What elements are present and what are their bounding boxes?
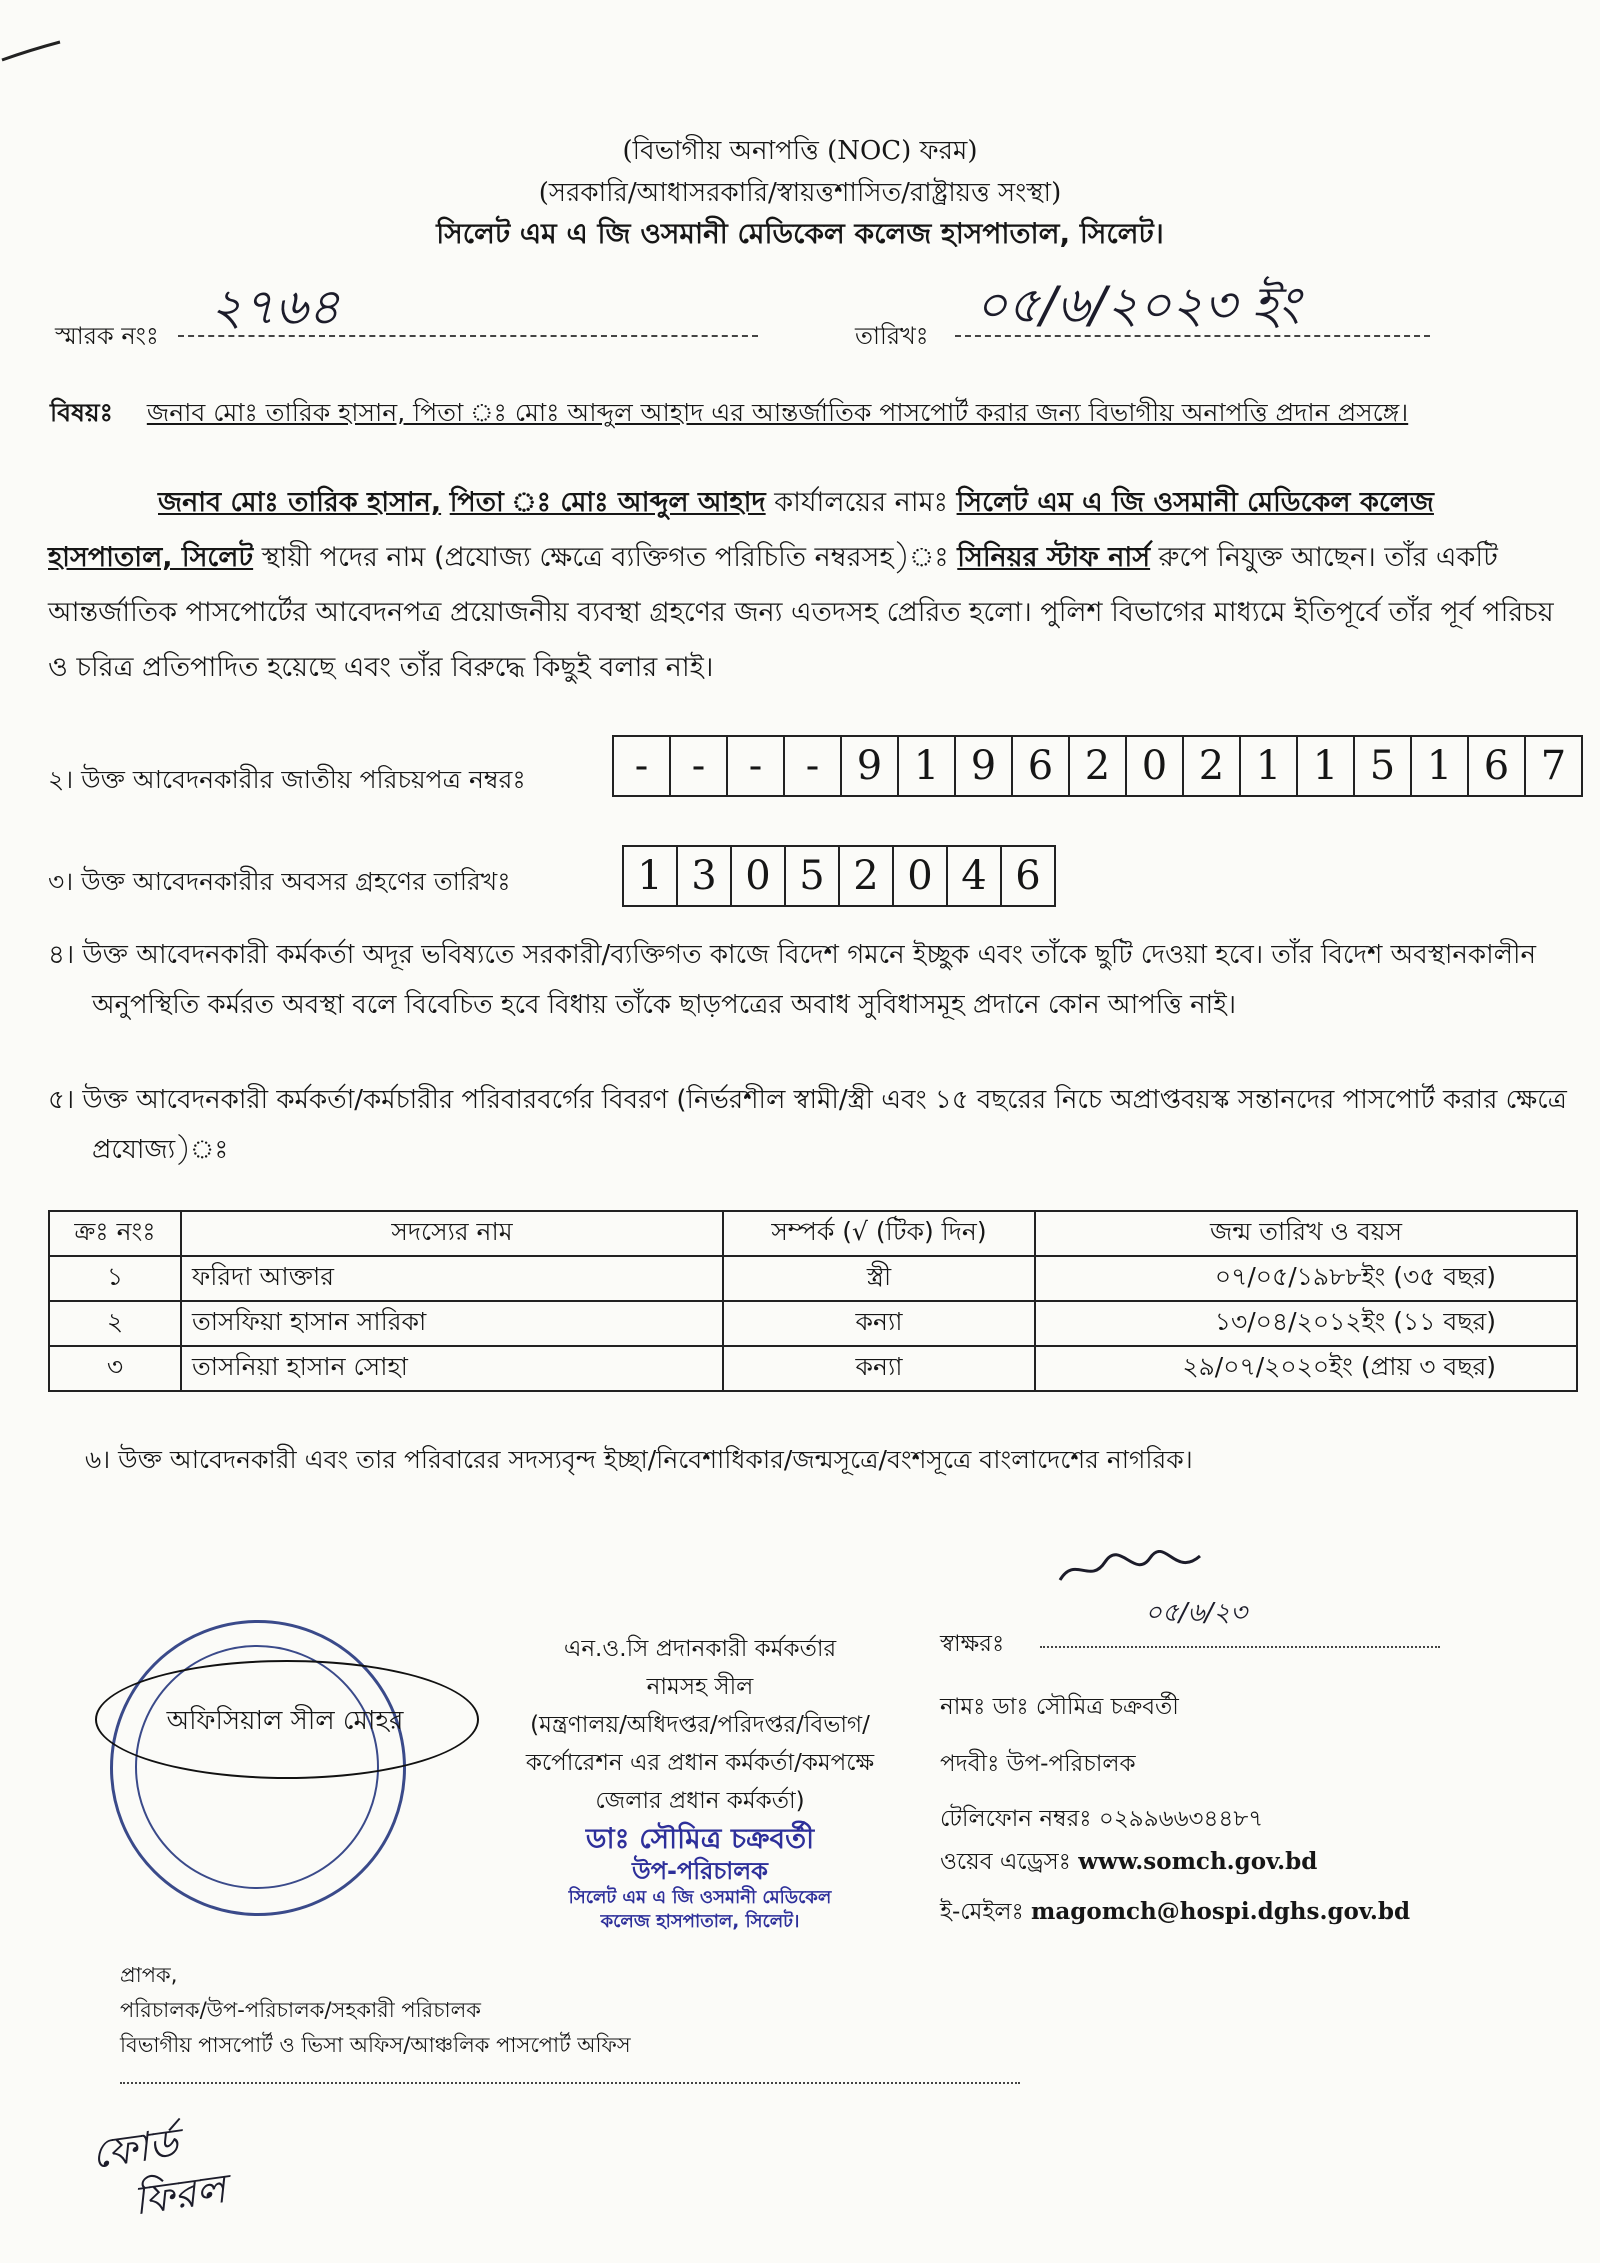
recipient-line-2: পরিচালক/উপ-পরিচালক/সহকারী পরিচালক	[120, 1998, 481, 2022]
recipient-line-1: প্রাপক,	[120, 1963, 178, 1987]
digit-box: -	[671, 737, 728, 795]
paragraph-1-rest: রুপে নিযুক্ত আছেন। তাঁর একটি আন্তর্জাতিক পাসপোর্টের আবেদনপত্র প্রয়োজনীয় ব্যবস্থা গ্রহণের জন্য এতদসহ প্রেরিত হলো। পুলিশ বিভাগের মাধ্যমে ইতিপূর্বে তাঁর পূর্ব পরিচয় ও চরিত্র প্রতিপাদিত হয়েছে এবং তাঁর বিরুদ্ধে কিছুই বলার নাই।	[48, 542, 1554, 683]
stamp-line-3: সিলেট এম এ জি ওসমানী মেডিকেল	[568, 1887, 832, 1908]
col-name: সদস্যের নাম	[181, 1211, 723, 1256]
web-label: ওয়েব এড্রেসঃ	[940, 1849, 1071, 1875]
row-dob: ০৭/০৫/১৯৮৮ইং (৩৫ বছর)	[1035, 1256, 1577, 1301]
row-relation: স্ত্রী	[723, 1256, 1035, 1301]
row-relation: কন্যা	[723, 1346, 1035, 1391]
date-value: ০৫/৬/২০২৩ ইং	[975, 276, 1300, 334]
digit-box: -	[785, 737, 842, 795]
digit-box: 0	[894, 847, 948, 905]
retirement-digit-boxes	[622, 845, 1056, 907]
sign-dotline	[1040, 1646, 1440, 1648]
retirement-label: ৩। উক্ত আবেদনকারীর অবসর গ্রহণের তারিখঃ	[48, 867, 511, 896]
recipient-dotline	[120, 2082, 1020, 2084]
phone-label: টেলিফোন নম্বরঃ	[940, 1806, 1092, 1832]
family-table-header	[49, 1211, 1577, 1256]
subject-label: বিষয়ঃ	[50, 398, 113, 427]
designation-row	[940, 1745, 1136, 1784]
email-label: ই-মেইলঃ	[940, 1899, 1024, 1925]
institution-name: সিলেট এম এ জি ওসমানী মেডিকেল কলেজ হাসপাতাল, সিলেট।	[436, 217, 1164, 250]
noc-officer-line-3: (মন্ত্রণালয়/অধিদপ্তর/পরিদপ্তর/বিভাগ/	[530, 1712, 870, 1738]
officer-name-stamp	[500, 1822, 900, 1934]
signatory-name-row	[940, 1688, 1179, 1727]
margin-note-line-1: ফোর্ড	[88, 2120, 181, 2178]
noc-officer-line-4: কর্পোরেশন এর প্রধান কর্মকর্তা/কমপক্ষে	[525, 1750, 875, 1776]
digit-box: 1	[1241, 737, 1298, 795]
item-6: ৬। উক্ত আবেদনকারী এবং তার পরিবারের সদস্যবৃন্দ ইচ্ছা/নিবেশাধিকার/জন্মসূত্রে/বংশসূত্রে বাংলাদেশের নাগরিক।	[85, 1445, 1193, 1474]
noc-officer-line-5: জেলার প্রধান কর্মকর্তা)	[595, 1788, 805, 1814]
row-serial: ৩	[49, 1346, 181, 1391]
form-title: (বিভাগীয় অনাপত্তি (NOC) ফরম)	[622, 136, 978, 166]
col-relation: সম্পর্ক (√ (টিক) দিন)	[723, 1211, 1035, 1256]
org-type: (সরকারি/আধাসরকারি/স্বায়ত্তশাসিত/রাষ্ট্রায়ত্ত সংস্থা)	[538, 178, 1062, 208]
table-row	[49, 1301, 1577, 1346]
phone-row	[940, 1800, 1263, 1839]
digit-box: 6	[1469, 737, 1526, 795]
name-label: নামঃ	[940, 1694, 986, 1720]
col-serial: ক্রঃ নংঃ	[49, 1211, 181, 1256]
sign-label: স্বাক্ষরঃ	[940, 1631, 1005, 1657]
nid-label: ২। উক্ত আবেদনকারীর জাতীয় পরিচয়পত্র নম্বরঃ	[48, 765, 526, 794]
signature-date: ০৫/৬/২৩	[1145, 1598, 1248, 1628]
noc-officer-block	[490, 1630, 910, 1820]
row-dob: ২৯/০৭/২০২০ইং (প্রায় ৩ বছর)	[1035, 1346, 1577, 1391]
digit-box: 5	[1355, 737, 1412, 795]
signatory-name: ডাঃ সৌমিত্র চক্রবর্তী	[992, 1694, 1179, 1720]
designation-label: পদবীঃ	[940, 1751, 1000, 1777]
noc-officer-line-1: এন.ও.সি প্রদানকারী কর্মকর্তার	[563, 1636, 837, 1662]
designation: উপ-পরিচালক	[1006, 1751, 1136, 1777]
row-relation: কন্যা	[723, 1301, 1035, 1346]
date-label: তারিখঃ	[855, 322, 929, 350]
digit-box: 5	[786, 847, 840, 905]
digit-box: 2	[1070, 737, 1127, 795]
web-address: www.somch.gov.bd	[1078, 1848, 1318, 1875]
digit-box: -	[728, 737, 785, 795]
phone-number: ০২৯৯৬৬৩৪৪৮৭	[1098, 1806, 1264, 1832]
digit-box: 6	[1015, 853, 1041, 899]
digit-box: 1	[624, 847, 678, 905]
digit-box: 1	[1412, 737, 1469, 795]
digit-box: 2	[1184, 737, 1241, 795]
official-seal-label: অফিসিয়াল সীল মোহর	[166, 1706, 404, 1736]
web-row	[940, 1843, 1317, 1882]
paragraph-1	[48, 475, 1558, 695]
applicant-name: জনাব মোঃ তারিক হাসান,	[158, 487, 442, 518]
margin-note-line-2: ফিরল	[130, 2166, 229, 2225]
digit-box: 4	[948, 847, 1002, 905]
office-name: সিলেট এম এ জি ওসমানী মেডিকেল কলেজ হাসপাতাল, সিলেট	[48, 487, 1434, 573]
digit-box: 1	[899, 737, 956, 795]
digit-box: 6	[1013, 737, 1070, 795]
digit-box: 1	[1298, 737, 1355, 795]
row-serial: ১	[49, 1256, 181, 1301]
table-row	[49, 1346, 1577, 1391]
subject-line	[50, 393, 1570, 436]
row-name: তাসফিয়া হাসান সারিকা	[181, 1301, 723, 1346]
nid-digit-boxes	[612, 735, 1583, 797]
row-serial: ২	[49, 1301, 181, 1346]
memo-number: ২৭৬৪	[210, 278, 340, 336]
digit-box: 9	[842, 737, 899, 795]
row-dob: ১৩/০৪/২০১২ইং (১১ বছর)	[1035, 1301, 1577, 1346]
handwritten-signature	[1055, 1550, 1205, 1598]
email-address: magomch@hospi.dghs.gov.bd	[1031, 1898, 1411, 1925]
row-name: তাসনিয়া হাসান সোহা	[181, 1346, 723, 1391]
post-name: সিনিয়র স্টাফ নার্স	[957, 542, 1151, 573]
item-4: ৪। উক্ত আবেদনকারী কর্মকর্তা অদূর ভবিষ্যতে সরকারী/ব্যক্তিগত কাজে বিদেশ গমনে ইচ্ছুক এবং তাঁকে ছুটি দেওয়া হবে। তাঁর বিদেশ অবস্থানকালীন অনুপস্থিতি কর্মরত অবস্থা বলে বিবেচিত হবে বিধায় তাঁকে ছাড়পত্রের অবাধ সুবিধাসমূহ প্রদানে কোন আপত্তি নাই।	[48, 940, 1536, 1020]
digit-box: 0	[1127, 737, 1184, 795]
pen-mark	[0, 30, 70, 70]
col-dob: জন্ম তারিখ ও বয়স	[1035, 1211, 1577, 1256]
margin-note	[88, 2112, 229, 2233]
email-row	[940, 1893, 1410, 1932]
recipient-line-3: বিভাগীয় পাসপোর্ট ও ভিসা অফিস/আঞ্চলিক পাসপোর্ট অফিস	[120, 2033, 631, 2057]
noc-officer-line-2: নামসহ সীল	[646, 1674, 754, 1700]
applicant-father: পিতা ঃ মোঃ আব্দুল আহাদ	[449, 487, 766, 518]
stamp-line-1: ডাঃ সৌমিত্র চক্রবর্তী	[585, 1822, 815, 1855]
row-name: ফরিদা আক্তার	[181, 1256, 723, 1301]
digit-box: -	[614, 737, 671, 795]
digit-box: 3	[678, 847, 732, 905]
digit-box: 0	[732, 847, 786, 905]
memo-label: স্মারক নংঃ	[55, 322, 159, 350]
digit-box: 9	[956, 737, 1013, 795]
office-label: কার্যালয়ের নামঃ	[774, 487, 948, 518]
digit-box: 2	[840, 847, 894, 905]
item-5: ৫। উক্ত আবেদনকারী কর্মকর্তা/কর্মচারীর পরিবারবর্গের বিবরণ (নির্ভরশীল স্বামী/স্ত্রী এবং ১৫ বছরের নিচে অপ্রাপ্তবয়স্ক সন্তানদের পাসপোর্ট করার ক্ষেত্রে প্রযোজ্য)ঃ	[48, 1085, 1567, 1165]
post-label: স্থায়ী পদের নাম (প্রযোজ্য ক্ষেত্রে ব্যক্তিগত পরিচিতি নম্বরসহ)ঃ	[261, 542, 949, 573]
recipient-block	[120, 1958, 631, 2063]
signature-scribble	[1055, 1550, 1205, 1590]
stamp-line-2: উপ-পরিচালক	[632, 1857, 768, 1885]
table-row	[49, 1256, 1577, 1301]
digit-box: 7	[1540, 743, 1567, 789]
family-table	[48, 1210, 1578, 1392]
stamp-line-4: কলেজ হাসপাতাল, সিলেট।	[600, 1911, 800, 1932]
subject-text: জনাব মোঃ তারিক হাসান, পিতা ঃ মোঃ আব্দুল আহাদ এর আন্তর্জাতিক পাসপোর্ট করার জন্য বিভাগীয় অনাপত্তি প্রদান প্রসঙ্গে।	[146, 398, 1409, 427]
